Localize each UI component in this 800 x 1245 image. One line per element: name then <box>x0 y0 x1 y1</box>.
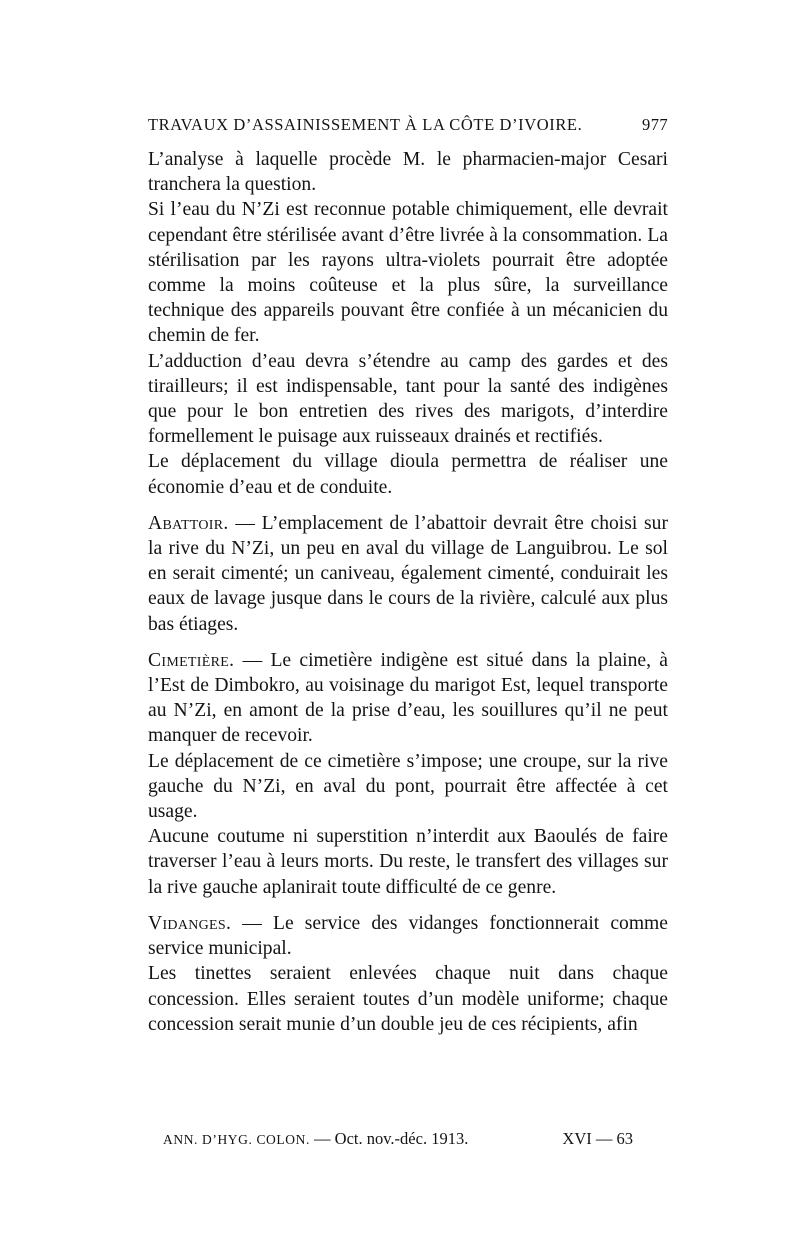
page <box>148 113 668 1037</box>
running-header <box>148 113 668 137</box>
journal-abbrev: ANN. D’HYG. COLON. <box>163 1132 310 1147</box>
paragraph-text: Le déplacement de ce cimetière s’impose; une croupe, sur la rive gauche du N’Zi, en aval du pont, pourrait être affectée à cet usage. <box>148 750 668 823</box>
paragraph-text: Aucune coutume ni superstition n’interdit aux Baoulés de faire traverser l’eau à leurs morts. Du reste, le transfert des villages sur la rive gauche aplanirait toute difficulté de ce genre. <box>148 826 668 898</box>
section-vidanges <box>148 911 668 961</box>
journal-issue: — Oct. nov.-déc. 1913. <box>309 1129 469 1148</box>
running-title: TRAVAUX D’ASSAINISSEMENT À LA CÔTE D’IVOIRE. <box>148 115 583 134</box>
paragraph <box>148 961 668 1037</box>
paragraph-text: L’adduction d’eau devra s’étendre au camp des gardes et des tirailleurs; il est indispensable, tant pour la santé des indigènes que pour le bon entretien des rives des marigots, d’interdire formellement le puisage aux ruisseaux drainés et rectifiés. <box>148 350 668 448</box>
paragraph <box>148 449 668 499</box>
paragraph <box>148 349 668 450</box>
paragraph-text: — L’emplacement de l’abattoir devrait être choisi sur la rive du N’Zi, un peu en aval du village de Languibrou. Le sol en serait cimenté; un caniveau, également cimenté, conduirait les eaux de lavage jusque dans le cours de la rivière, calculé aux plus bas étiages. <box>148 512 668 635</box>
section-heading: Vidanges. <box>148 912 232 934</box>
section-abattoir <box>148 511 668 637</box>
paragraph-text: Le déplacement du village dioula permettra de réaliser une économie d’eau et de conduite. <box>148 451 668 498</box>
paragraph <box>148 749 668 825</box>
page-number: 977 <box>642 115 668 134</box>
page-footer <box>163 1128 633 1151</box>
signature-mark: XVI — 63 <box>562 1129 633 1148</box>
paragraph-text: — Le cimetière indigène est situé dans la plaine, à l’Est de Dimbokro, au voisinage du marigot Est, lequel transporte au N’Zi, en amont de la prise d’eau, les souillures qu’il ne peut manquer de recevoir. <box>148 649 668 747</box>
paragraph <box>148 197 668 348</box>
section-heading: Cimetière. <box>148 649 235 671</box>
paragraph-text: Si l’eau du N’Zi est reconnue potable chimiquement, elle devrait cependant être stérilisée avant d’être livrée à la consommation. La stérilisation par les rayons ultra-violets pourrait être adoptée comme la moins coûteuse et la plus sûre, la surveillance technique des appareils pouvant être confiée à un mécanicien du chemin de fer. <box>148 199 668 347</box>
body-text <box>148 147 668 1037</box>
paragraph <box>148 824 668 900</box>
section-heading: Abattoir. <box>148 512 229 534</box>
section-cimetiere <box>148 648 668 749</box>
paragraph-text: L’analyse à laquelle procède M. le pharmacien-major Cesari tranchera la question. <box>148 149 668 196</box>
journal-reference <box>163 1128 468 1151</box>
paragraph-text: — Le service des vidanges fonctionnerait comme service municipal. <box>148 912 668 960</box>
paragraph-text: Les tinettes seraient enlevées chaque nuit dans chaque concession. Elles seraient toutes d’un modèle uniforme; chaque concession serait munie d’un double jeu de ces récipients, afin <box>148 963 668 1035</box>
paragraph <box>148 147 668 197</box>
